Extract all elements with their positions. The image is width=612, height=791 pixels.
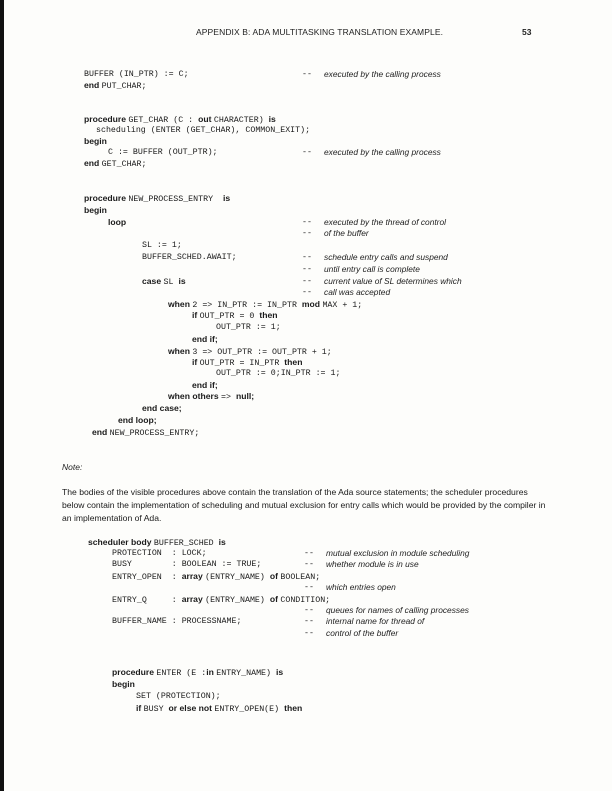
code-token: BUFFER_SCHED	[153, 539, 219, 548]
code-keyword: when	[168, 346, 193, 356]
code-keyword: of	[269, 594, 281, 604]
code-token: OUT_PTR := 1;	[216, 323, 281, 332]
code-keyword: is	[276, 667, 284, 677]
code-token: OUT_PTR := 0;IN_PTR := 1;	[216, 369, 341, 378]
comment-marker: --	[302, 253, 312, 262]
comment-marker: --	[304, 549, 314, 558]
code-keyword: is	[218, 537, 226, 547]
comment-marker: --	[302, 229, 312, 238]
code-line	[84, 136, 107, 147]
code-line	[168, 391, 254, 402]
code-keyword: in	[206, 667, 217, 677]
code-token: SL := 1;	[142, 241, 182, 250]
page-header	[0, 27, 612, 41]
comment-marker: --	[302, 288, 312, 297]
code-keyword: end if;	[192, 380, 218, 390]
code-line	[168, 346, 332, 357]
code-line	[118, 415, 157, 426]
code-comment: which entries open	[326, 582, 396, 592]
code-keyword: array	[181, 571, 206, 581]
code-token: ENTRY_Q :	[112, 596, 182, 605]
code-token: ENTRY_NAME)	[216, 669, 276, 678]
code-token: SET (PROTECTION);	[136, 692, 221, 701]
code-line	[142, 276, 186, 287]
code-token: ENTER (E :	[156, 669, 207, 678]
code-token: GET_CHAR;	[101, 160, 147, 169]
code-line	[142, 403, 182, 414]
code-keyword: begin	[84, 205, 107, 215]
code-token: GET_CHAR (C :	[128, 116, 199, 125]
page-number: 53	[522, 27, 532, 37]
code-keyword: of	[269, 571, 281, 581]
code-line	[84, 193, 230, 204]
code-line	[112, 679, 135, 690]
code-line	[216, 368, 340, 379]
comment-marker: --	[304, 583, 314, 592]
comment-marker: --	[302, 70, 312, 79]
code-line	[112, 559, 261, 570]
code-line	[112, 667, 283, 678]
code-token: MAX + 1;	[322, 301, 363, 310]
comment-marker: --	[302, 148, 312, 157]
code-line	[84, 205, 107, 216]
code-token: PUT_CHAR;	[101, 82, 147, 91]
code-token: C := BUFFER (OUT_PTR);	[108, 148, 218, 157]
code-line	[192, 380, 218, 391]
code-line	[112, 571, 320, 582]
code-line	[216, 322, 281, 333]
code-keyword: then	[284, 703, 303, 713]
code-keyword: mod	[301, 299, 323, 309]
code-token: 2 => IN_PTR := IN_PTR	[192, 301, 302, 310]
code-token: BUFFER (IN_PTR) := C;	[84, 70, 189, 79]
code-token: OUT_PTR = IN_PTR	[199, 359, 285, 368]
code-token: SL	[163, 278, 179, 287]
code-keyword: scheduler body	[88, 537, 154, 547]
code-comment: control of the buffer	[326, 628, 399, 638]
code-keyword: end if;	[192, 334, 218, 344]
note-label: Note:	[62, 462, 83, 472]
code-keyword: then	[259, 310, 278, 320]
code-keyword: out	[198, 114, 214, 124]
code-line	[96, 125, 310, 136]
code-line	[142, 252, 237, 263]
code-line	[192, 310, 278, 321]
code-line	[84, 80, 146, 91]
code-keyword: is	[223, 193, 231, 203]
code-token: NEW_PROCESS_ENTRY	[128, 195, 224, 204]
code-keyword: procedure	[112, 667, 157, 677]
code-keyword: null;	[235, 391, 255, 401]
code-line	[84, 114, 276, 125]
code-token: CONDITION;	[280, 596, 331, 605]
code-token: BUSY : BOOLEAN := TRUE;	[112, 560, 262, 569]
code-line	[168, 299, 362, 310]
code-keyword: when	[168, 299, 193, 309]
comment-marker: --	[304, 606, 314, 615]
code-line	[112, 594, 330, 605]
code-token: NEW_PROCESS_ENTRY;	[109, 429, 200, 438]
code-token: BUFFER_SCHED.AWAIT;	[142, 253, 237, 262]
code-comment: executed by the calling process	[324, 147, 441, 157]
code-keyword: array	[181, 594, 206, 604]
comment-marker: --	[302, 265, 312, 274]
code-comment: whether module is in use	[326, 559, 419, 569]
comment-marker: --	[304, 617, 314, 626]
code-line	[92, 427, 199, 438]
code-token: 3 => OUT_PTR := OUT_PTR + 1;	[192, 348, 332, 357]
comment-marker: --	[302, 277, 312, 286]
code-line	[84, 69, 189, 80]
code-comment: current value of SL determines which	[324, 276, 462, 286]
running-title: APPENDIX B: ADA MULTITASKING TRANSLATION EXAMPLE.	[196, 27, 444, 37]
note-paragraph: The bodies of the visible procedures above contain the translation of the Ada source statements; the scheduler procedures below contain the implementation of scheduling and mutual exclusion for entry calls which would be provided by the compiler in an implementation of Ada.	[62, 487, 546, 523]
code-keyword: end	[84, 158, 102, 168]
code-line	[142, 240, 182, 251]
code-keyword: if	[136, 703, 144, 713]
code-line	[84, 158, 146, 169]
code-token: (ENTRY_NAME)	[205, 596, 270, 605]
code-comment: queues for names of calling processes	[326, 605, 469, 615]
code-comment: schedule entry calls and suspend	[324, 252, 448, 262]
code-token: =>	[221, 393, 236, 402]
code-keyword: procedure	[84, 193, 129, 203]
code-token: BOOLEAN;	[280, 573, 321, 582]
code-keyword: if	[192, 310, 200, 320]
code-comment: executed by the calling process	[324, 69, 441, 79]
comment-marker: --	[304, 560, 314, 569]
code-token: (ENTRY_NAME)	[205, 573, 270, 582]
code-token: BUSY	[143, 705, 169, 714]
code-keyword: loop	[108, 217, 127, 227]
code-token: ENTRY_OPEN :	[112, 573, 182, 582]
code-comment: until entry call is complete	[324, 264, 420, 274]
code-keyword: is	[268, 114, 276, 124]
code-line	[136, 691, 221, 702]
code-keyword: or else not	[168, 703, 215, 713]
code-token: scheduling (ENTER (GET_CHAR), COMMON_EXIT);	[96, 126, 311, 135]
comment-marker: --	[304, 629, 314, 638]
code-line	[192, 357, 302, 368]
code-comment: mutual exclusion in module scheduling	[326, 548, 470, 558]
code-line	[112, 616, 241, 627]
code-token: CHARACTER)	[213, 116, 269, 125]
code-keyword: begin	[112, 679, 135, 689]
code-keyword: end	[84, 80, 102, 90]
code-token: OUT_PTR = 0	[199, 312, 260, 321]
scan-edge	[0, 0, 4, 791]
code-keyword: procedure	[84, 114, 129, 124]
code-keyword: when others	[168, 391, 222, 401]
code-token: BUFFER_NAME : PROCESSNAME;	[112, 617, 242, 626]
code-line	[108, 147, 218, 158]
code-line	[108, 217, 126, 228]
code-line	[136, 703, 302, 714]
code-keyword: end	[92, 427, 110, 437]
code-keyword: begin	[84, 136, 107, 146]
code-comment: executed by the thread of control	[324, 217, 446, 227]
code-keyword: case	[142, 276, 164, 286]
code-line	[112, 548, 207, 559]
code-token: ENTRY_OPEN(E)	[214, 705, 285, 714]
code-keyword: end case;	[142, 403, 182, 413]
code-line	[192, 334, 218, 345]
code-token: PROTECTION : LOCK;	[112, 549, 207, 558]
code-comment: call was accepted	[324, 287, 391, 297]
code-comment: of the buffer	[324, 228, 369, 238]
code-keyword: is	[178, 276, 186, 286]
code-keyword: if	[192, 357, 200, 367]
comment-marker: --	[302, 218, 312, 227]
code-line	[88, 537, 226, 548]
code-keyword: end loop;	[118, 415, 157, 425]
code-comment: internal name for thread of	[326, 616, 425, 626]
code-keyword: then	[284, 357, 303, 367]
